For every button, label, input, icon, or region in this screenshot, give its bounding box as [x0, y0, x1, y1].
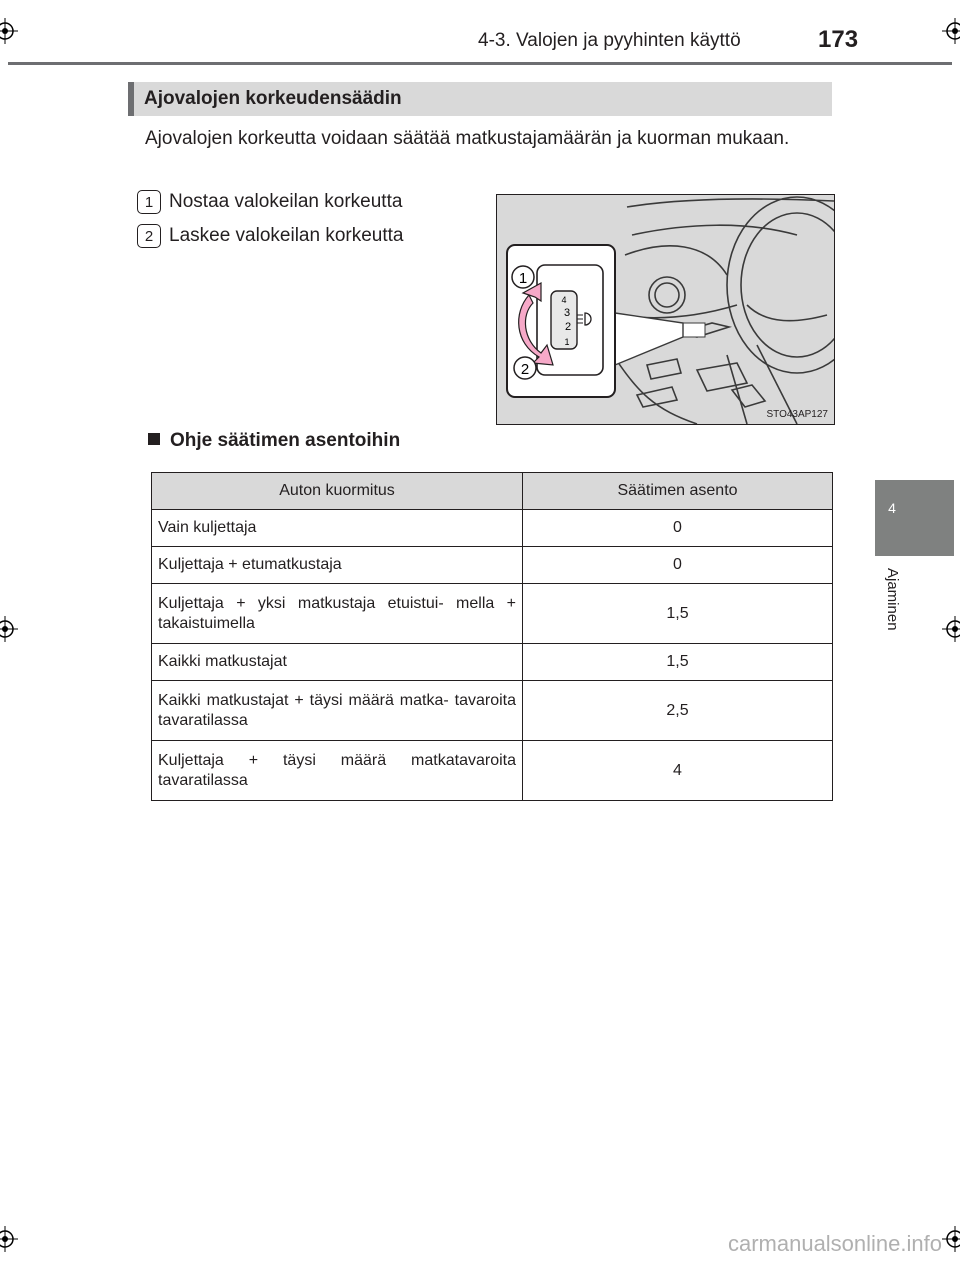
chapter-tab-label	[883, 568, 903, 688]
step-number: 1	[137, 190, 161, 214]
table-row	[152, 584, 833, 644]
position-table	[151, 472, 833, 801]
callout-1: 1	[518, 270, 528, 287]
position-cell: 2,5	[523, 681, 833, 741]
table-header-row	[152, 473, 833, 510]
chapter-tab-number: 4	[888, 500, 896, 516]
position-cell: 1,5	[523, 644, 833, 681]
table-row	[152, 681, 833, 741]
registration-mark-icon	[942, 616, 960, 642]
load-cell: Kuljettaja + etumatkustaja	[152, 547, 523, 584]
chapter-tab	[875, 480, 954, 556]
step-1	[137, 190, 402, 214]
watermark: carmanualsonline.info	[727, 1231, 942, 1256]
position-cell: 1,5	[523, 584, 833, 644]
subsection-heading-text: Ohje säätimen asentoihin	[170, 430, 401, 451]
load-cell: Kuljettaja + täysi määrä matkatavaroita tavaratilassa	[152, 741, 523, 801]
registration-mark-icon	[942, 1226, 960, 1252]
header-rule	[8, 62, 952, 65]
position-cell: 4	[523, 741, 833, 801]
column-header-load: Auton kuormitus	[152, 473, 523, 510]
callout-2: 2	[520, 361, 530, 378]
registration-mark-icon	[0, 18, 18, 44]
table-row	[152, 547, 833, 584]
square-bullet-icon	[148, 433, 160, 445]
table-row	[152, 644, 833, 681]
column-header-position: Säätimen asento	[523, 473, 833, 510]
position-cell: 0	[523, 510, 833, 547]
headlight-leveling-figure	[496, 194, 835, 425]
step-text: Laskee valokeilan korkeutta	[169, 225, 404, 246]
registration-mark-icon	[0, 616, 18, 642]
load-cell: Kaikki matkustajat	[152, 644, 523, 681]
figure-code: STO43AP127	[766, 409, 828, 420]
dashboard-illustration	[497, 195, 834, 424]
table-row	[152, 510, 833, 547]
dial-mark-3: 3	[563, 307, 571, 319]
table-row	[152, 741, 833, 801]
step-text: Nostaa valokeilan korkeutta	[169, 191, 403, 212]
dial-mark-2: 2	[564, 321, 572, 333]
dial-mark-4: 4	[561, 295, 567, 305]
registration-mark-icon	[0, 1226, 18, 1252]
subsection-heading	[148, 430, 400, 452]
chapter-title: 4-3. Valojen ja pyyhinten käyttö	[478, 30, 741, 51]
step-number: 2	[137, 224, 161, 248]
section-heading-bar	[128, 82, 134, 116]
load-cell: Kuljettaja + yksi matkustaja etuistui- mella + takaistuimella	[152, 584, 523, 644]
step-2	[137, 224, 403, 248]
load-cell: Kaikki matkustajat + täysi määrä matka- tavaroita tavaratilassa	[152, 681, 523, 741]
registration-mark-icon	[942, 18, 960, 44]
intro-paragraph: Ajovalojen korkeutta voidaan säätää matkustajamäärän ja kuorman mukaan.	[145, 128, 790, 149]
section-heading	[128, 82, 832, 116]
section-heading-text: Ajovalojen korkeudensäädin	[144, 88, 402, 109]
chapter-tab-label-text: Ajaminen	[884, 568, 901, 631]
dial-mark-1: 1	[564, 337, 570, 347]
position-cell: 0	[523, 547, 833, 584]
page-number: 173	[818, 26, 859, 53]
load-cell: Vain kuljettaja	[152, 510, 523, 547]
